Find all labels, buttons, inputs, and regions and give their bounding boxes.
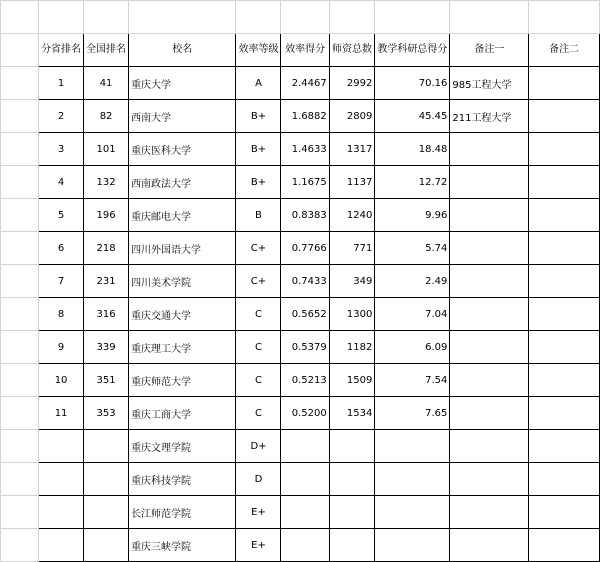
faculty-cell[interactable]: 1509: [329, 364, 375, 397]
header-faculty[interactable]: 师资总数: [329, 34, 375, 67]
row-margin: [1, 34, 39, 67]
table-row: [1, 430, 600, 463]
school-name-cell[interactable]: 重庆医科大学: [129, 133, 236, 166]
note2-cell[interactable]: [529, 232, 600, 265]
prov-rank-cell[interactable]: 3: [39, 133, 84, 166]
nat-rank-cell[interactable]: 218: [84, 232, 129, 265]
faculty-cell[interactable]: [329, 463, 375, 496]
blank-row: [1, 1, 600, 34]
school-name-cell[interactable]: 重庆科技学院: [129, 463, 236, 496]
grade-cell[interactable]: B+: [236, 166, 281, 199]
row-margin: [1, 232, 39, 265]
note1-cell[interactable]: [450, 364, 529, 397]
note2-cell[interactable]: [529, 331, 600, 364]
prov-rank-cell[interactable]: 10: [39, 364, 84, 397]
research-cell[interactable]: [375, 529, 450, 562]
score-cell[interactable]: [281, 430, 329, 463]
table-row: [1, 133, 600, 166]
table-row: [1, 232, 600, 265]
school-name-cell[interactable]: 四川美术学院: [129, 265, 236, 298]
faculty-cell[interactable]: [329, 496, 375, 529]
row-margin: [1, 331, 39, 364]
grade-cell[interactable]: C: [236, 397, 281, 430]
research-cell[interactable]: [375, 496, 450, 529]
table-row: [1, 67, 600, 100]
school-name-cell[interactable]: 西南政法大学: [129, 166, 236, 199]
grade-cell[interactable]: C+: [236, 265, 281, 298]
grade-cell[interactable]: E+: [236, 529, 281, 562]
grade-cell[interactable]: E+: [236, 496, 281, 529]
table-row: [1, 496, 600, 529]
score-cell[interactable]: [281, 463, 329, 496]
nat-rank-cell[interactable]: 231: [84, 265, 129, 298]
grade-cell[interactable]: B+: [236, 100, 281, 133]
research-cell[interactable]: 7.65: [375, 397, 450, 430]
nat-rank-cell[interactable]: [84, 529, 129, 562]
score-cell[interactable]: 0.5213: [281, 364, 329, 397]
school-name-cell[interactable]: 重庆三峡学院: [129, 529, 236, 562]
prov-rank-cell[interactable]: 9: [39, 331, 84, 364]
grade-cell[interactable]: C: [236, 298, 281, 331]
nat-rank-cell[interactable]: 132: [84, 166, 129, 199]
header-school[interactable]: 校名: [129, 34, 236, 67]
faculty-cell[interactable]: 2809: [329, 100, 375, 133]
row-margin: [1, 265, 39, 298]
note2-cell[interactable]: [529, 100, 600, 133]
note1-cell[interactable]: 985工程大学: [450, 67, 529, 100]
note1-cell[interactable]: [450, 166, 529, 199]
table-row: [1, 100, 600, 133]
note2-cell[interactable]: [529, 199, 600, 232]
header-note1[interactable]: 备注一: [450, 34, 529, 67]
note1-cell[interactable]: [450, 463, 529, 496]
note2-cell[interactable]: [529, 463, 600, 496]
nat-rank-cell[interactable]: [84, 496, 129, 529]
research-cell[interactable]: [375, 430, 450, 463]
research-cell[interactable]: 5.74: [375, 232, 450, 265]
header-prov-rank[interactable]: 分省排名: [39, 34, 84, 67]
prov-rank-cell[interactable]: 6: [39, 232, 84, 265]
school-name-cell[interactable]: 重庆大学: [129, 67, 236, 100]
header-research[interactable]: 教学科研总得分: [375, 34, 450, 67]
score-cell[interactable]: 0.5652: [281, 298, 329, 331]
prov-rank-cell[interactable]: [39, 496, 84, 529]
score-cell[interactable]: 2.4467: [281, 67, 329, 100]
school-name-cell[interactable]: 长江师范学院: [129, 496, 236, 529]
nat-rank-cell[interactable]: 82: [84, 100, 129, 133]
faculty-cell[interactable]: 1137: [329, 166, 375, 199]
nat-rank-cell[interactable]: 339: [84, 331, 129, 364]
school-name-cell[interactable]: 重庆文理学院: [129, 430, 236, 463]
school-name-cell[interactable]: 重庆交通大学: [129, 298, 236, 331]
school-name-cell[interactable]: 重庆邮电大学: [129, 199, 236, 232]
faculty-cell[interactable]: 1182: [329, 331, 375, 364]
faculty-cell[interactable]: [329, 430, 375, 463]
research-cell[interactable]: 6.09: [375, 331, 450, 364]
note2-cell[interactable]: [529, 298, 600, 331]
table-row: [1, 463, 600, 496]
prov-rank-cell[interactable]: [39, 430, 84, 463]
table-row: [1, 529, 600, 562]
faculty-cell[interactable]: 1317: [329, 133, 375, 166]
note1-cell[interactable]: [450, 265, 529, 298]
note1-cell[interactable]: [450, 331, 529, 364]
table-row: [1, 298, 600, 331]
research-cell[interactable]: 7.04: [375, 298, 450, 331]
score-cell[interactable]: 0.7766: [281, 232, 329, 265]
prov-rank-cell[interactable]: 11: [39, 397, 84, 430]
note2-cell[interactable]: [529, 166, 600, 199]
header-row: [1, 34, 600, 67]
research-cell[interactable]: 70.16: [375, 67, 450, 100]
prov-rank-cell[interactable]: 2: [39, 100, 84, 133]
header-nat-rank[interactable]: 全国排名: [84, 34, 129, 67]
research-cell[interactable]: 7.54: [375, 364, 450, 397]
score-cell[interactable]: [281, 496, 329, 529]
prov-rank-cell[interactable]: 5: [39, 199, 84, 232]
score-cell[interactable]: [281, 529, 329, 562]
nat-rank-cell[interactable]: [84, 463, 129, 496]
table-row: [1, 166, 600, 199]
note2-cell[interactable]: [529, 265, 600, 298]
note2-cell[interactable]: [529, 529, 600, 562]
grade-cell[interactable]: C+: [236, 232, 281, 265]
research-cell[interactable]: 18.48: [375, 133, 450, 166]
row-margin: [1, 463, 39, 496]
table-row: [1, 199, 600, 232]
table-row: [1, 331, 600, 364]
note1-cell[interactable]: [450, 397, 529, 430]
grade-cell[interactable]: D+: [236, 430, 281, 463]
prov-rank-cell[interactable]: 1: [39, 67, 84, 100]
row-margin: [1, 166, 39, 199]
row-margin: [1, 199, 39, 232]
header-grade[interactable]: 效率等级: [236, 34, 281, 67]
row-margin: [1, 67, 39, 100]
score-cell[interactable]: 0.8383: [281, 199, 329, 232]
grade-cell[interactable]: C: [236, 331, 281, 364]
school-name-cell[interactable]: 重庆师范大学: [129, 364, 236, 397]
header-score[interactable]: 效率得分: [281, 34, 329, 67]
nat-rank-cell[interactable]: 101: [84, 133, 129, 166]
header-note2[interactable]: 备注二: [529, 34, 600, 67]
prov-rank-cell[interactable]: [39, 463, 84, 496]
score-cell[interactable]: 1.6882: [281, 100, 329, 133]
note2-cell[interactable]: [529, 397, 600, 430]
note1-cell[interactable]: 211工程大学: [450, 100, 529, 133]
prov-rank-cell[interactable]: 8: [39, 298, 84, 331]
row-margin: [1, 364, 39, 397]
row-margin: [1, 298, 39, 331]
faculty-cell[interactable]: 771: [329, 232, 375, 265]
faculty-cell[interactable]: 1534: [329, 397, 375, 430]
research-cell[interactable]: 2.49: [375, 265, 450, 298]
faculty-cell[interactable]: 1300: [329, 298, 375, 331]
score-cell[interactable]: 0.7433: [281, 265, 329, 298]
row-margin: [1, 133, 39, 166]
note1-cell[interactable]: [450, 232, 529, 265]
note2-cell[interactable]: [529, 364, 600, 397]
prov-rank-cell[interactable]: 4: [39, 166, 84, 199]
grade-cell[interactable]: B+: [236, 133, 281, 166]
score-cell[interactable]: 0.5379: [281, 331, 329, 364]
row-margin: [1, 496, 39, 529]
nat-rank-cell[interactable]: [84, 430, 129, 463]
grade-cell[interactable]: A: [236, 67, 281, 100]
school-name-cell[interactable]: 重庆工商大学: [129, 397, 236, 430]
grade-cell[interactable]: D: [236, 463, 281, 496]
table-row: [1, 265, 600, 298]
note2-cell[interactable]: [529, 430, 600, 463]
school-name-cell[interactable]: 西南大学: [129, 100, 236, 133]
row-margin: [1, 100, 39, 133]
prov-rank-cell[interactable]: 7: [39, 265, 84, 298]
grade-cell[interactable]: C: [236, 364, 281, 397]
row-margin: [1, 397, 39, 430]
faculty-cell[interactable]: 349: [329, 265, 375, 298]
score-cell[interactable]: 0.5200: [281, 397, 329, 430]
note2-cell[interactable]: [529, 133, 600, 166]
note1-cell[interactable]: [450, 133, 529, 166]
row-margin: [1, 529, 39, 562]
research-cell[interactable]: 45.45: [375, 100, 450, 133]
nat-rank-cell[interactable]: 351: [84, 364, 129, 397]
school-name-cell[interactable]: 重庆理工大学: [129, 331, 236, 364]
table-row: [1, 397, 600, 430]
school-name-cell[interactable]: 四川外国语大学: [129, 232, 236, 265]
table-row: [1, 364, 600, 397]
research-cell[interactable]: [375, 463, 450, 496]
score-cell[interactable]: 1.4633: [281, 133, 329, 166]
faculty-cell[interactable]: 2992: [329, 67, 375, 100]
note1-cell[interactable]: [450, 199, 529, 232]
note2-cell[interactable]: [529, 67, 600, 100]
nat-rank-cell[interactable]: 41: [84, 67, 129, 100]
note2-cell[interactable]: [529, 496, 600, 529]
research-cell[interactable]: 9.96: [375, 199, 450, 232]
note1-cell[interactable]: [450, 496, 529, 529]
grade-cell[interactable]: B: [236, 199, 281, 232]
nat-rank-cell[interactable]: 353: [84, 397, 129, 430]
faculty-cell[interactable]: 1240: [329, 199, 375, 232]
nat-rank-cell[interactable]: 316: [84, 298, 129, 331]
score-cell[interactable]: 1.1675: [281, 166, 329, 199]
note1-cell[interactable]: [450, 298, 529, 331]
note1-cell[interactable]: [450, 529, 529, 562]
nat-rank-cell[interactable]: 196: [84, 199, 129, 232]
research-cell[interactable]: 12.72: [375, 166, 450, 199]
faculty-cell[interactable]: [329, 529, 375, 562]
row-margin: [1, 430, 39, 463]
prov-rank-cell[interactable]: [39, 529, 84, 562]
note1-cell[interactable]: [450, 430, 529, 463]
